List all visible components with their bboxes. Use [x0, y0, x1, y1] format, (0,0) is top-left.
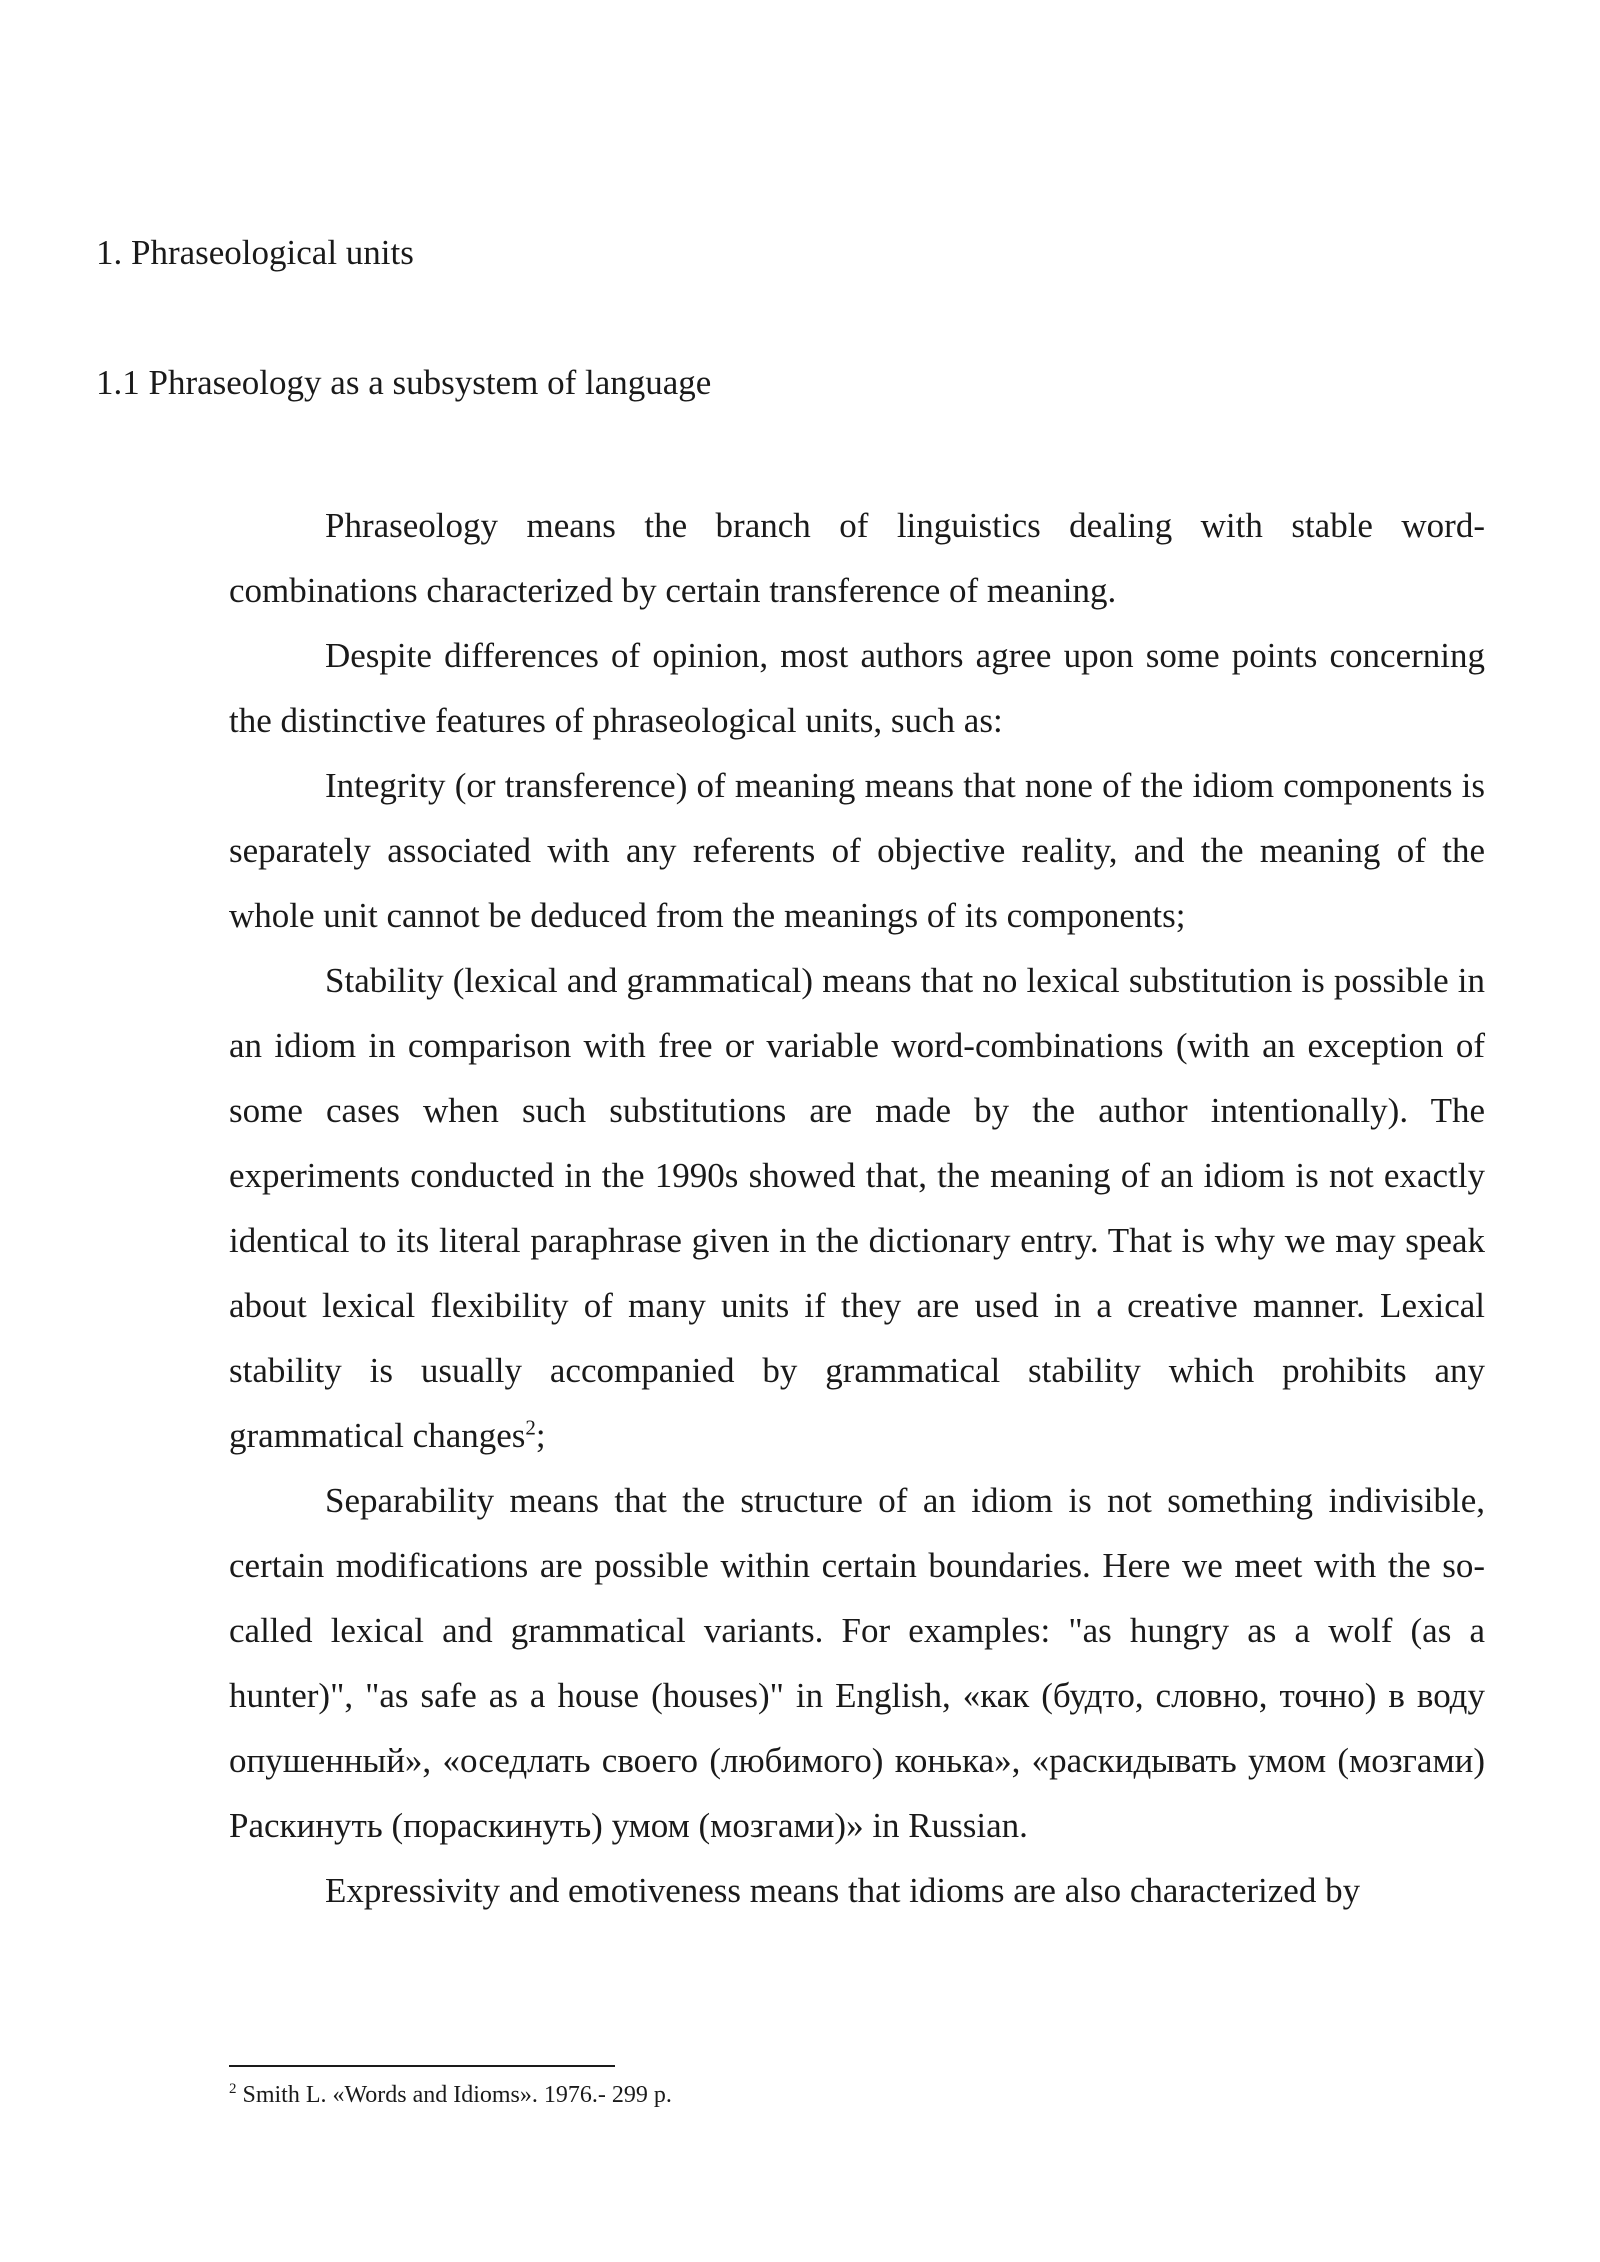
- chapter-heading: 1. Phraseological units: [96, 233, 414, 272]
- footnote-reference: 2: [525, 1415, 536, 1440]
- stability-text: Stability (lexical and grammatical) means that no lexical substitution is possible in an idiom in comparison with free or variable word-combinations (with an exception of some cases when such substitutions are made by the author intentionally). The experiments conducted in the 1990s showed that, the meaning of an idiom is not exactly identical to its literal paraphrase given in the dictionary entry. That is why we may speak about lexical flexibility of many units if they are used in a creative manner. Lexical stability is usually accompanied by grammatical stability which prohibits any grammatical changes: [229, 961, 1485, 1455]
- footnote-text: Smith L. «Words and Idioms». 1976.- 299 p.: [236, 2082, 672, 2108]
- stability-end: ;: [535, 1416, 546, 1455]
- paragraph-definition: Phraseology means the branch of linguistics dealing with stable word-combinations characterized by certain transference of meaning.: [229, 506, 1485, 610]
- paragraph-expressivity: Expressivity and emotiveness means that idioms are also characterized by: [325, 1871, 1361, 1910]
- footnote-divider: [229, 2065, 615, 2067]
- paragraph-features-intro: Despite differences of opinion, most authors agree upon some points concerning the distinctive features of phraseological units, such as:: [229, 636, 1485, 740]
- body-text: [229, 493, 1485, 1923]
- paragraph-separability: Separability means that the structure of an idiom is not something indivisible, certain modifications are possible within certain boundaries. Here we meet with the so-called lexical and grammatical variants. For examples: "as hungry as a wolf (as a hunter)", "as safe as a house (houses)" in English, «как (будто, словно, точно) в воду опушенный», «оседлать своего (любимого) конька», «раскидывать умом (мозгами) Раскинуть (пораскинуть) умом (мозгами)» in Russian.: [229, 1481, 1485, 1845]
- footnote-number: 2: [229, 2081, 237, 2097]
- section-heading: 1.1 Phraseology as a subsystem of language: [96, 363, 712, 402]
- footnote: [229, 2079, 672, 2111]
- paragraph-stability: [229, 948, 1485, 1468]
- paragraph-integrity: Integrity (or transference) of meaning means that none of the idiom components is separately associated with any referents of objective reality, and the meaning of the whole unit cannot be deduced from the meanings of its components;: [229, 766, 1485, 935]
